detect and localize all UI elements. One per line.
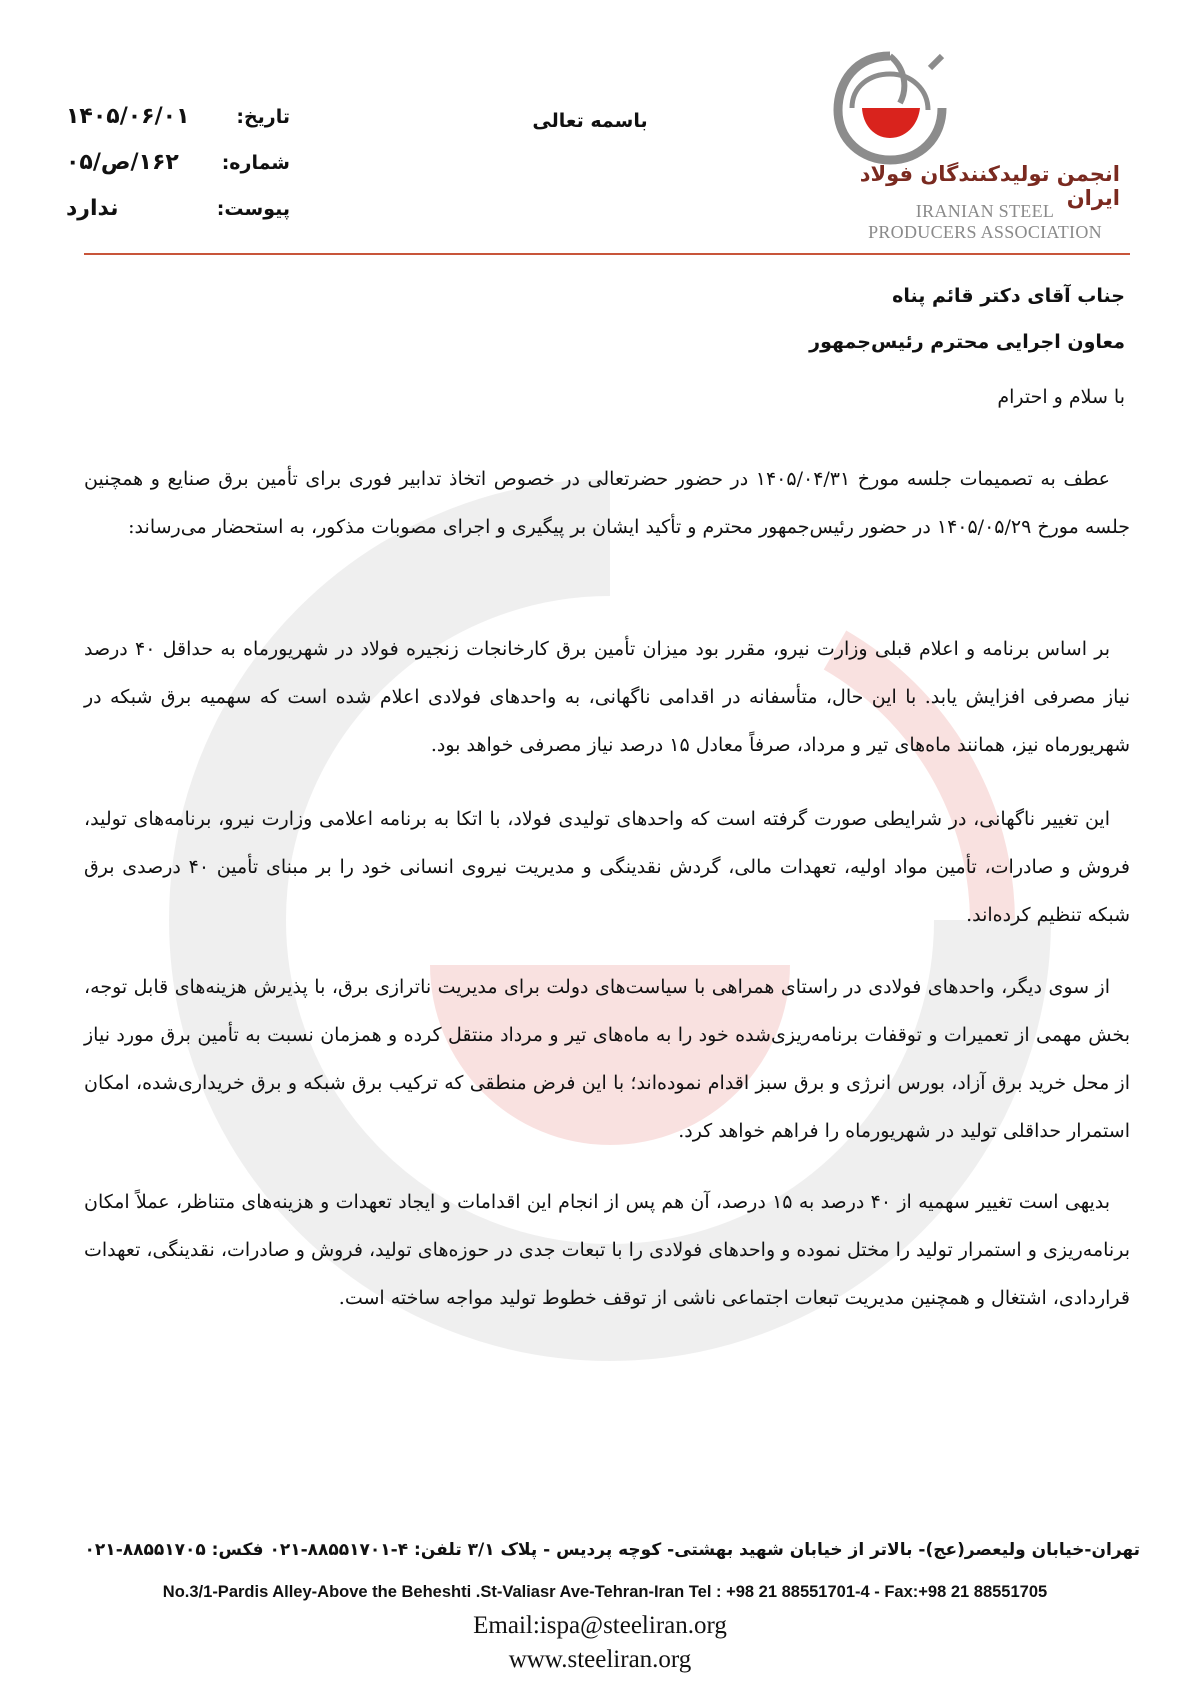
date-label: تاریخ: <box>236 106 290 128</box>
attachment-value: ندارد <box>66 196 119 221</box>
number-label: شماره: <box>221 152 290 174</box>
org-name-fa: انجمن تولیدکنندگان فولاد ایران <box>859 162 1120 210</box>
org-name-en-line1: IRANIAN STEEL <box>915 201 1055 221</box>
paragraph-2-text: بر اساس برنامه و اعلام قبلی وزارت نیرو، مقرر بود میزان تأمین برق کارخانجات زنجیره فولاد در شهریورماه به حداقل ۴۰ درصد نیاز مصرفی افزایش یابد. با این حال، متأسفانه در اقدامی ناگهانی، به واحدهای فولادی اعلام شده است که سهمیه برق شبکه در شهریورماه نیز، همانند ماه‌های تیر و مرداد، صرفاً معادل ۱۵ درصد نیاز مصرفی خواهد بود. <box>84 638 1130 756</box>
association-logo-icon <box>830 48 950 168</box>
org-name-en-line2: PRODUCERS ASSOCIATION <box>868 222 1102 242</box>
paragraph-5-text: بدیهی است تغییر سهمیه از ۴۰ درصد به ۱۵ درصد، آن هم پس از انجام این اقدامات و ایجاد تعهدات و هزینه‌های متناظر، عملاً امکان برنامه‌ریزی و استمرار تولید را مختل نموده و واحدهای فولادی را با تبعات جدی در حوزه‌های تولید، فروش و صادرات، نقدینگی، تعهدات قراردادی، اشتغال و همچنین مدیریت تبعات اجتماعی ناشی از توقف خطوط تولید مواجه ساخته است. <box>84 1191 1130 1309</box>
addressee-name: جناب آقای دکتر قائم پناه <box>892 285 1125 307</box>
date-row <box>60 104 290 150</box>
paragraph-1-text: عطف به تصمیمات جلسه مورخ ۱۴۰۵/۰۴/۳۱ در حضور حضرتعالی در خصوص اتخاذ تدابیر فوری برای تأمین برق صنایع و همچنین جلسه مورخ ۱۴۰۵/۰۵/۲۹ در حضور رئیس‌جمهور محترم و تأکید ایشان بر پیگیری و اجرای مصوبات مذکور، به استحضار می‌رساند: <box>84 468 1130 538</box>
footer-address-fa: تهران-خیابان ولیعصر(عج)- بالاتر از خیابان شهید بهشتی- کوچه پردیس - پلاک ۳/۱ تلفن: ۴-۸۸۵۵۱۷۰۱-۰۲۱ فکس: ۸۸۵۵۱۷۰۵-۰۲۱ <box>84 1540 1140 1560</box>
paragraph-3 <box>84 795 1130 939</box>
footer-website: www.steeliran.org <box>508 1646 692 1673</box>
number-row <box>60 150 290 196</box>
paragraph-4-text: از سوی دیگر، واحدهای فولادی در راستای همراهی با سیاست‌های دولت برای مدیریت ناترازی برق، با پذیرش هزینه‌های قابل توجه، بخش مهمی از تعمیرات و توقفات برنامه‌ریزی‌شده خود را به ماه‌های تیر و مرداد منتقل کرده و همزمان نسبت به تأمین برق مورد نیاز از محل خرید برق آزاد، بورس انرژی و برق سبز اقدام نموده‌اند؛ با این فرض منطقی که ترکیب برق شبکه و برق خریداری‌شده، امکان استمرار حداقلی تولید در شهریورماه را فراهم خواهد کرد. <box>84 976 1130 1142</box>
paragraph-4 <box>84 963 1130 1155</box>
date-value: ۱۴۰۵/۰۶/۰۱ <box>66 104 190 129</box>
basmala: باسمه تعالی <box>532 110 648 132</box>
letter-meta <box>60 104 290 242</box>
attachment-row <box>60 196 290 242</box>
attachment-label: پیوست: <box>216 198 290 220</box>
paragraph-1 <box>84 455 1130 551</box>
footer-address-en: No.3/1-Pardis Alley-Above the Beheshti .St-Valiasr Ave-Tehran-Iran Tel : +98 21 88551701-4 - Fax:+98 21 88551705 <box>162 1583 1048 1601</box>
addressee-title: معاون اجرایی محترم رئیس‌جمهور <box>809 331 1125 353</box>
header-divider <box>84 253 1130 255</box>
number-value: ۱۶۲/ص/۰۵ <box>66 150 179 175</box>
paragraph-2 <box>84 625 1130 769</box>
paragraph-3-text: این تغییر ناگهانی، در شرایطی صورت گرفته است که واحدهای تولیدی فولاد، با اتکا به برنامه اعلامی وزارت نیرو، برنامه‌های تولید، فروش و صادرات، تأمین مواد اولیه، تعهدات مالی، گردش نقدینگی و مدیریت نیروی انسانی خود را بر مبنای تأمین ۴۰ درصدی برق شبکه تنظیم کرده‌اند. <box>84 808 1130 926</box>
org-name-en <box>840 201 1130 243</box>
paragraph-5 <box>84 1178 1130 1322</box>
greeting: با سلام و احترام <box>997 386 1125 408</box>
footer-email: Email:ispa@steeliran.org <box>473 1612 727 1639</box>
